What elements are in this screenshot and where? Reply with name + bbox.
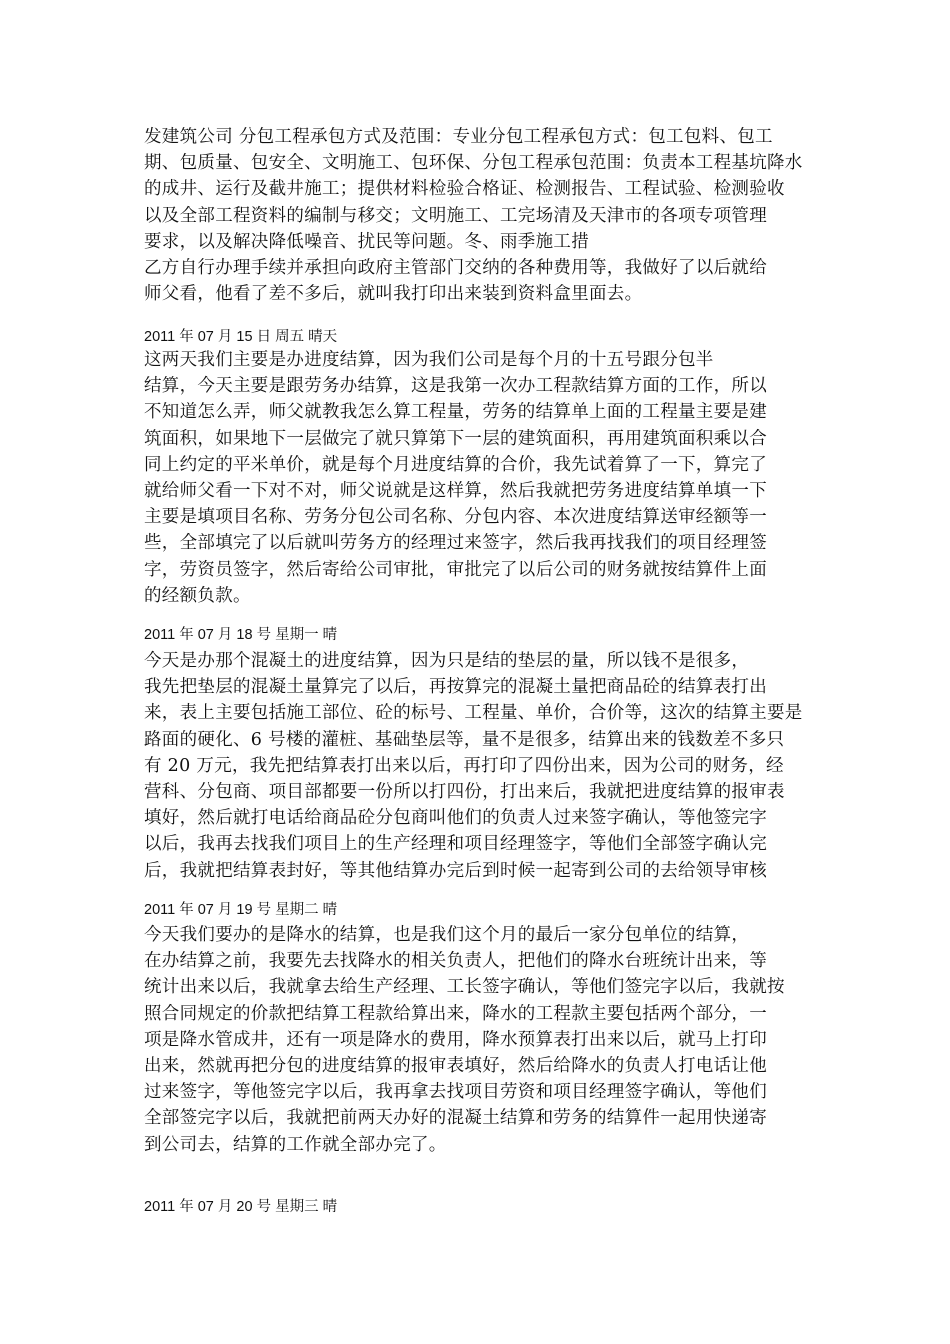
entry-body-0715: 这两天我们主要是办进度结算，因为我们公司是每个月的十五号跟分包半 结算，今天主要是跟劳务办结算，这是我第一次办工程款结算方面的工作，所以 不知道怎么弄，师父就教我怎么算工程量，劳务的结算单上面的工程量主要是建 筑面积，如果地下一层做完了就只算第下一层的建筑面积，再用建筑面积乘以合 同上约定的平米单价，就是每个月进度结算的合价，我先试着算了一下，算完了 就给师父看一下对不对，师父说就是这样算，然后我就把劳务进度结算单填一下 主要是填项目名称、劳务分包公司名称、分包内容、本次进度结算送审经额等一 些，全部填完了以后就叫劳务方的经理过来签字，然后我再找我们的项目经理签 字，劳资员签字，然后寄给公司审批，审批完了以后公司的财务就按结算件上面 的经额负款。 [144, 350, 767, 606]
entry-body-0718: 今天是办那个混凝土的进度结算，因为只是结的垫层的量，所以钱不是很多， 我先把垫层的混凝土量算完了以后，再按算完的混凝土量把商品砼的结算表打出 来，表上主要包括施工部位、砼的标号、工程量、单价，合价等，这次的结算主要是 路面的硬化、6 号楼的灌桩、基础垫层等，量不是很多，结算出来的钱数差不多只 有 20 万元，我先把结算表打出来以后，再打印了四份出来，因为公司的财务，经 营科、分包商、项目部都要一份所以打四份，打出来后，我就把进度结算的报审表 填好，然后就打电话给商品砼分包商叫他们的负责人过来签字确认，等他签完字 以后，我再去找我们项目上的生产经理和项目经理签字，等他们全部签字确认完 后，我就把结算表封好，等其他结算办完后到时候一起寄到公司的去给领导审核 [144, 651, 803, 881]
entry-date-0718: 2011 年 07 月 18 号 星期一 晴 [144, 627, 338, 643]
entry-body-0719: 今天我们要办的是降水的结算，也是我们这个月的最后一家分包单位的结算， 在办结算之前，我要先去找降水的相关负责人，把他们的降水台班统计出来，等 统计出来以后，我就拿去给生产经理、工长签字确认，等他们签完字以后，我就按 照合同规定的价款把结算工程款给算出来，降水的工程款主要包括两个部分，一 项是降水管成井，还有一项是降水的费用，降水预算表打出来以后，就马上打印 出来，然就再把分包的进度结算的报审表填好，然后给降水的负责人打电话让他 过来签字，等他签完字以后，我再拿去找项目劳资和项目经理签字确认，等他们 全部签完字以后，我就把前两天办好的混凝土结算和劳务的结算件一起用快递寄 到公司去，结算的工作就全部办完了。 [144, 925, 785, 1155]
entry-date-0720: 2011 年 07 月 20 号 星期三 晴 [144, 1199, 338, 1215]
entry-date-0719: 2011 年 07 月 19 号 星期二 晴 [144, 902, 338, 918]
intro-paragraph-handover: 乙方自行办理手续并承担向政府主管部门交纳的各种费用等，我做好了以后就给 师父看，他看了差不多后，就叫我打印出来装到资料盒里面去。 [144, 258, 767, 305]
entry-date-0715: 2011 年 07 月 15 日 周五 晴天 [144, 329, 338, 345]
intro-paragraph-scope: 发建筑公司 分包工程承包方式及范围：专业分包工程承包方式：包工包料、包工 期、包质量、包安全、文明施工、包环保、分包工程承包范围：负责本工程基坑降水 的成井、运行及截井施工；提供材料检验合格证、检测报告、工程试验、检测验收 以及全部工程资料的编制与移交；文明施工、工完场清及天津市的各项专项管理 要求，以及解决降低噪音、扰民等问题。冬、雨季施工措 [144, 127, 803, 252]
